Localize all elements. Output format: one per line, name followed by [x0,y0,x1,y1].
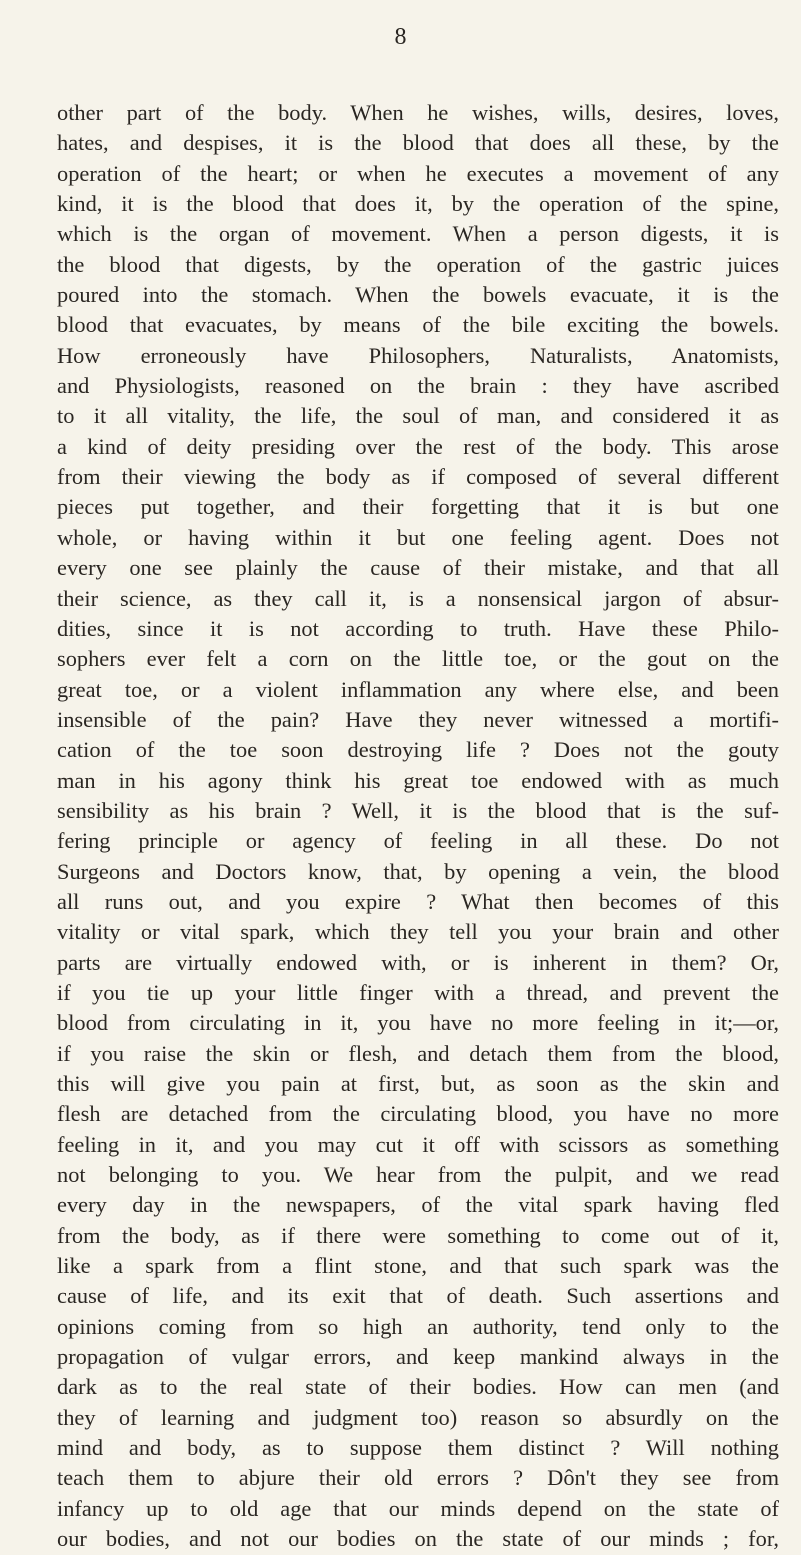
text-line: cation of the toe soon destroying life ? Does not the gouty [57,737,779,763]
text-line: all runs out, and you expire ? What then becomes of this [57,888,779,914]
text-line: their science, as they call it, is a nonsensical jargon of absur- [57,585,779,611]
text-line: to it all vitality, the life, the soul of man, and considered it as [57,403,779,429]
text-line: operation of the heart; or when he executes a movement of any [57,160,779,186]
text-line: opinions coming from so high an authority, tend only to the [57,1313,779,1339]
text-line: mind and body, as to suppose them distinct ? Will nothing [57,1435,779,1461]
text-line: teach them to abjure their old errors ? Dôn't they see from [57,1465,779,1491]
text-line: from the body, as if there were something to come out of it, [57,1222,779,1248]
text-line: man in his agony think his great toe endowed with as much [57,767,779,793]
text-line: parts are virtually endowed with, or is inherent in them? Or, [57,949,779,975]
body-text [57,98,779,1555]
text-line: blood that evacuates, by means of the bile exciting the bowels. [57,312,779,338]
text-line: fering principle or agency of feeling in all these. Do not [57,828,779,854]
text-line: from their viewing the body as if composed of several different [57,464,779,490]
text-line: whole, or having within it but one feeling agent. Does not [57,524,779,550]
text-line: cause of life, and its exit that of death. Such assertions and [57,1283,779,1309]
text-line: other part of the body. When he wishes, wills, desires, loves, [57,100,779,125]
text-line: and Physiologists, reasoned on the brain : they have ascribed [57,373,779,399]
text-line: vitality or vital spark, which they tell you your brain and other [57,919,779,945]
text-line: this will give you pain at first, but, as soon as the skin and [57,1071,779,1096]
text-line: pieces put together, and their forgetting that it is but one [57,494,779,520]
text-line: every one see plainly the cause of their mistake, and that all [57,555,779,581]
text-line: dities, since it is not according to truth. Have these Philo- [57,615,779,641]
text-line: How erroneously have Philosophers, Naturalists, Anatomists, [57,342,779,368]
text-line: if you tie up your little finger with a thread, and prevent the [57,979,779,1005]
text-line: like a spark from a flint stone, and that such spark was the [57,1253,779,1279]
text-line: infancy up to old age that our minds depend on the state of [57,1495,779,1521]
text-line: they of learning and judgment too) reason so absurdly on the [57,1404,779,1430]
text-line: our bodies, and not our bodies on the state of our minds ; for, [57,1526,779,1552]
text-line: dark as to the real state of their bodies. How can men (and [57,1374,779,1400]
text-line: every day in the newspapers, of the vital spark having fled [57,1192,779,1218]
text-line: which is the organ of movement. When a person digests, it is [57,221,779,247]
text-line: blood from circulating in it, you have no more feeling in it;—or, [57,1010,779,1036]
text-line: if you raise the skin or flesh, and detach them from the blood, [57,1040,779,1066]
text-line: insensible of the pain? Have they never witnessed a mortifi- [57,706,779,732]
text-line: poured into the stomach. When the bowels evacuate, it is the [57,282,779,308]
text-line: the blood that digests, by the operation of the gastric juices [57,251,779,277]
text-line: sensibility as his brain ? Well, it is the blood that is the suf- [57,797,779,823]
text-line: Surgeons and Doctors know, that, by opening a vein, the blood [57,858,779,884]
text-line: hates, and despises, it is the blood that does all these, by the [57,130,779,156]
text-line: flesh are detached from the circulating blood, you have no more [57,1101,779,1127]
text-line: kind, it is the blood that does it, by the operation of the spine, [57,191,779,217]
text-line: not belonging to you. We hear from the pulpit, and we read [57,1162,779,1188]
text-line: propagation of vulgar errors, and keep mankind always in the [57,1344,779,1370]
text-line: a kind of deity presiding over the rest of the body. This arose [57,433,779,459]
page-number: 8 [394,24,407,50]
text-line: feeling in it, and you may cut it off with scissors as something [57,1131,779,1157]
text-line: great toe, or a violent inflammation any where else, and been [57,676,779,702]
text-line: sophers ever felt a corn on the little toe, or the gout on the [57,646,779,672]
